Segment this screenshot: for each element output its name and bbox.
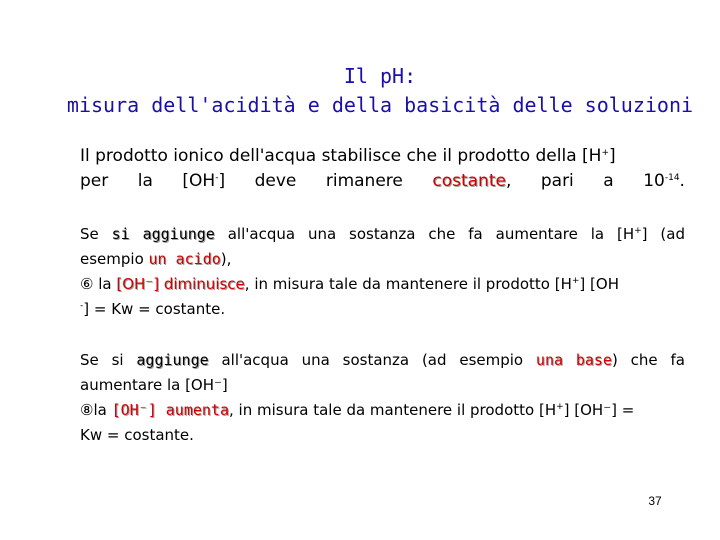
p2-line-4: -] = Kw = costante. [80, 300, 226, 318]
base-highlight-1: una [535, 351, 564, 369]
p3-line-3: ⑧la [OH⁻] aumenta, in misura tale da mantenere il prodotto [H+] [OH⁻] = [80, 401, 635, 419]
p1-line-1: Il prodotto ionico dell'acqua stabilisce che il prodotto della [H+] [80, 146, 616, 166]
p1-line-2: per la [OH-] deve rimanere costante, pari a $10^{-14}$. [80, 171, 685, 191]
base-highlight-2: base [575, 351, 612, 369]
arrow-symbol-icon: ⑧ [80, 401, 94, 419]
paragraph-acid [80, 222, 685, 322]
p3-line-2: aumentare la [OH⁻] [80, 376, 228, 394]
title-line-2: misura dell'acidità e della basicità delle soluzioni [66, 93, 694, 117]
title-line-1: Il pH: [343, 64, 417, 88]
costante-highlight: costante [432, 171, 506, 191]
oh-increase-highlight: [OH⁻] aumenta [111, 401, 229, 419]
slide-title [60, 62, 700, 120]
page-number: 37 [648, 494, 662, 508]
acid-highlight: un acido [148, 250, 221, 268]
p2-line-1: Se si aggiunge all'acqua una sostanza che fa aumentare la [H+] (ad [80, 225, 685, 243]
paragraph-ionic-product [80, 144, 685, 194]
oh-decrease-highlight: [OH⁻] diminuisce [116, 275, 245, 293]
p2-line-2: esempio un acido), [80, 250, 232, 268]
paragraph-base [80, 348, 685, 448]
p3-line-4: Kw = costante. [80, 426, 194, 444]
p2-line-3: ⑥ la [OH⁻] diminuisce, in misura tale da mantenere il prodotto [H+] [OH [80, 275, 619, 293]
arrow-symbol-icon: ⑥ [80, 275, 94, 293]
p3-line-1: Se si aggiunge all'acqua una sostanza (ad esempio una base) che fa [80, 348, 685, 373]
